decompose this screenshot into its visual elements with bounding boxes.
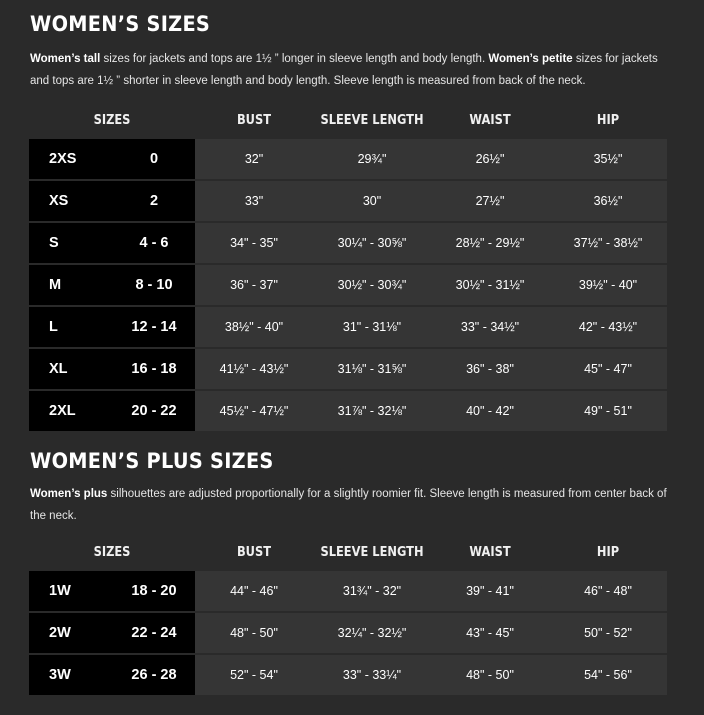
numeric-size-cell: 16 - 18 (113, 348, 195, 390)
measurement-cell-hip: 36½" (549, 180, 667, 222)
table-row (29, 390, 667, 432)
womens-petite-text: sizes for jackets and tops are 1½ ” shorter in sleeve length and body length. Sleeve length is measured from back of the neck. (30, 53, 658, 87)
measurement-cell-hip: 42" - 43½" (549, 306, 667, 348)
column-header-hip: HIP (596, 112, 620, 128)
measurement-cell-sleeve-length: 33" - 33¼" (313, 654, 431, 696)
table-row (29, 264, 667, 306)
measurement-cell-bust: 36" - 37" (195, 264, 313, 306)
size-label-cell: 2XL (29, 390, 113, 432)
measurement-cell-bust: 38½" - 40" (195, 306, 313, 348)
size-label-cell: S (29, 222, 113, 264)
numeric-size-cell: 0 (113, 139, 195, 180)
table-row (29, 654, 667, 696)
measurement-cell-bust: 44" - 46" (195, 571, 313, 612)
size-label-cell: 2XS (29, 139, 113, 180)
womens-petite-label: Women’s petite (488, 53, 573, 65)
measurement-cell-sleeve-length: 31⅛" - 31⅝" (313, 348, 431, 390)
measurement-cell-waist: 48" - 50" (431, 654, 549, 696)
measurement-cell-sleeve-length: 31⅞" - 32⅛" (313, 390, 431, 432)
measurement-cell-hip: 46" - 48" (549, 571, 667, 612)
numeric-size-cell: 22 - 24 (113, 612, 195, 654)
numeric-size-cell: 12 - 14 (113, 306, 195, 348)
measurement-cell-sleeve-length: 30½" - 30¾" (313, 264, 431, 306)
table-row (29, 348, 667, 390)
womens-plus-intro (30, 483, 670, 527)
measurement-cell-bust: 41½" - 43½" (195, 348, 313, 390)
numeric-size-cell: 2 (113, 180, 195, 222)
size-label-cell: M (29, 264, 113, 306)
womens-tall-text: sizes for jackets and tops are 1½ ” longer in sleeve length and body length. (100, 53, 489, 65)
measurement-cell-bust: 33" (195, 180, 313, 222)
table-row (29, 222, 667, 264)
measurement-cell-sleeve-length: 30" (313, 180, 431, 222)
measurement-cell-bust: 45½" - 47½" (195, 390, 313, 432)
size-label-cell: XL (29, 348, 113, 390)
column-header-sizes: SIZES (93, 112, 131, 128)
womens-plus-label: Women’s plus (30, 488, 108, 500)
table-row (29, 180, 667, 222)
measurement-cell-bust: 32" (195, 139, 313, 180)
column-header-waist: WAIST (469, 544, 511, 560)
measurement-cell-bust: 52" - 54" (195, 654, 313, 696)
size-label-cell: 2W (29, 612, 113, 654)
measurement-cell-waist: 40" - 42" (431, 390, 549, 432)
column-header-hip: HIP (596, 544, 620, 560)
column-header-sleeve-length: SLEEVE LENGTH (320, 544, 424, 560)
measurement-cell-sleeve-length: 31¾" - 32" (313, 571, 431, 612)
womens-sizes-title: WOMEN’S SIZES (30, 12, 211, 36)
column-header-waist: WAIST (469, 112, 511, 128)
size-label-cell: 3W (29, 654, 113, 696)
measurement-cell-hip: 37½" - 38½" (549, 222, 667, 264)
numeric-size-cell: 20 - 22 (113, 390, 195, 432)
measurement-cell-bust: 48" - 50" (195, 612, 313, 654)
table-row (29, 612, 667, 654)
womens-size-table (29, 101, 667, 433)
measurement-cell-waist: 27½" (431, 180, 549, 222)
size-label-cell: 1W (29, 571, 113, 612)
womens-plus-sizes-title: WOMEN’S PLUS SIZES (30, 449, 274, 473)
measurement-cell-waist: 30½" - 31½" (431, 264, 549, 306)
table-row (29, 306, 667, 348)
measurement-cell-hip: 49" - 51" (549, 390, 667, 432)
numeric-size-cell: 8 - 10 (113, 264, 195, 306)
header-row (29, 101, 667, 139)
column-header-bust: BUST (236, 544, 272, 560)
womens-plus-size-table (29, 533, 667, 697)
measurement-cell-hip: 39½" - 40" (549, 264, 667, 306)
measurement-cell-waist: 26½" (431, 139, 549, 180)
measurement-cell-waist: 28½" - 29½" (431, 222, 549, 264)
column-header-bust: BUST (236, 112, 272, 128)
womens-tall-label: Women’s tall (30, 53, 101, 65)
column-header-sizes: SIZES (93, 544, 131, 560)
numeric-size-cell: 18 - 20 (113, 571, 195, 612)
size-label-cell: XS (29, 180, 113, 222)
measurement-cell-hip: 50" - 52" (549, 612, 667, 654)
measurement-cell-sleeve-length: 32¼" - 32½" (313, 612, 431, 654)
measurement-cell-hip: 54" - 56" (549, 654, 667, 696)
size-label-cell: L (29, 306, 113, 348)
womens-plus-text: silhouettes are adjusted proportionally for a slightly roomier fit. Sleeve length is measured from center back of the neck. (30, 488, 667, 522)
table-row (29, 571, 667, 612)
header-row (29, 533, 667, 571)
measurement-cell-waist: 36" - 38" (431, 348, 549, 390)
numeric-size-cell: 26 - 28 (113, 654, 195, 696)
measurement-cell-hip: 45" - 47" (549, 348, 667, 390)
measurement-cell-waist: 33" - 34½" (431, 306, 549, 348)
measurement-cell-waist: 39" - 41" (431, 571, 549, 612)
womens-sizes-intro (30, 48, 670, 92)
measurement-cell-bust: 34" - 35" (195, 222, 313, 264)
measurement-cell-sleeve-length: 31" - 31⅛" (313, 306, 431, 348)
measurement-cell-hip: 35½" (549, 139, 667, 180)
numeric-size-cell: 4 - 6 (113, 222, 195, 264)
measurement-cell-sleeve-length: 29¾" (313, 139, 431, 180)
measurement-cell-waist: 43" - 45" (431, 612, 549, 654)
measurement-cell-sleeve-length: 30¼" - 30⅝" (313, 222, 431, 264)
table-row (29, 139, 667, 180)
column-header-sleeve-length: SLEEVE LENGTH (320, 112, 424, 128)
